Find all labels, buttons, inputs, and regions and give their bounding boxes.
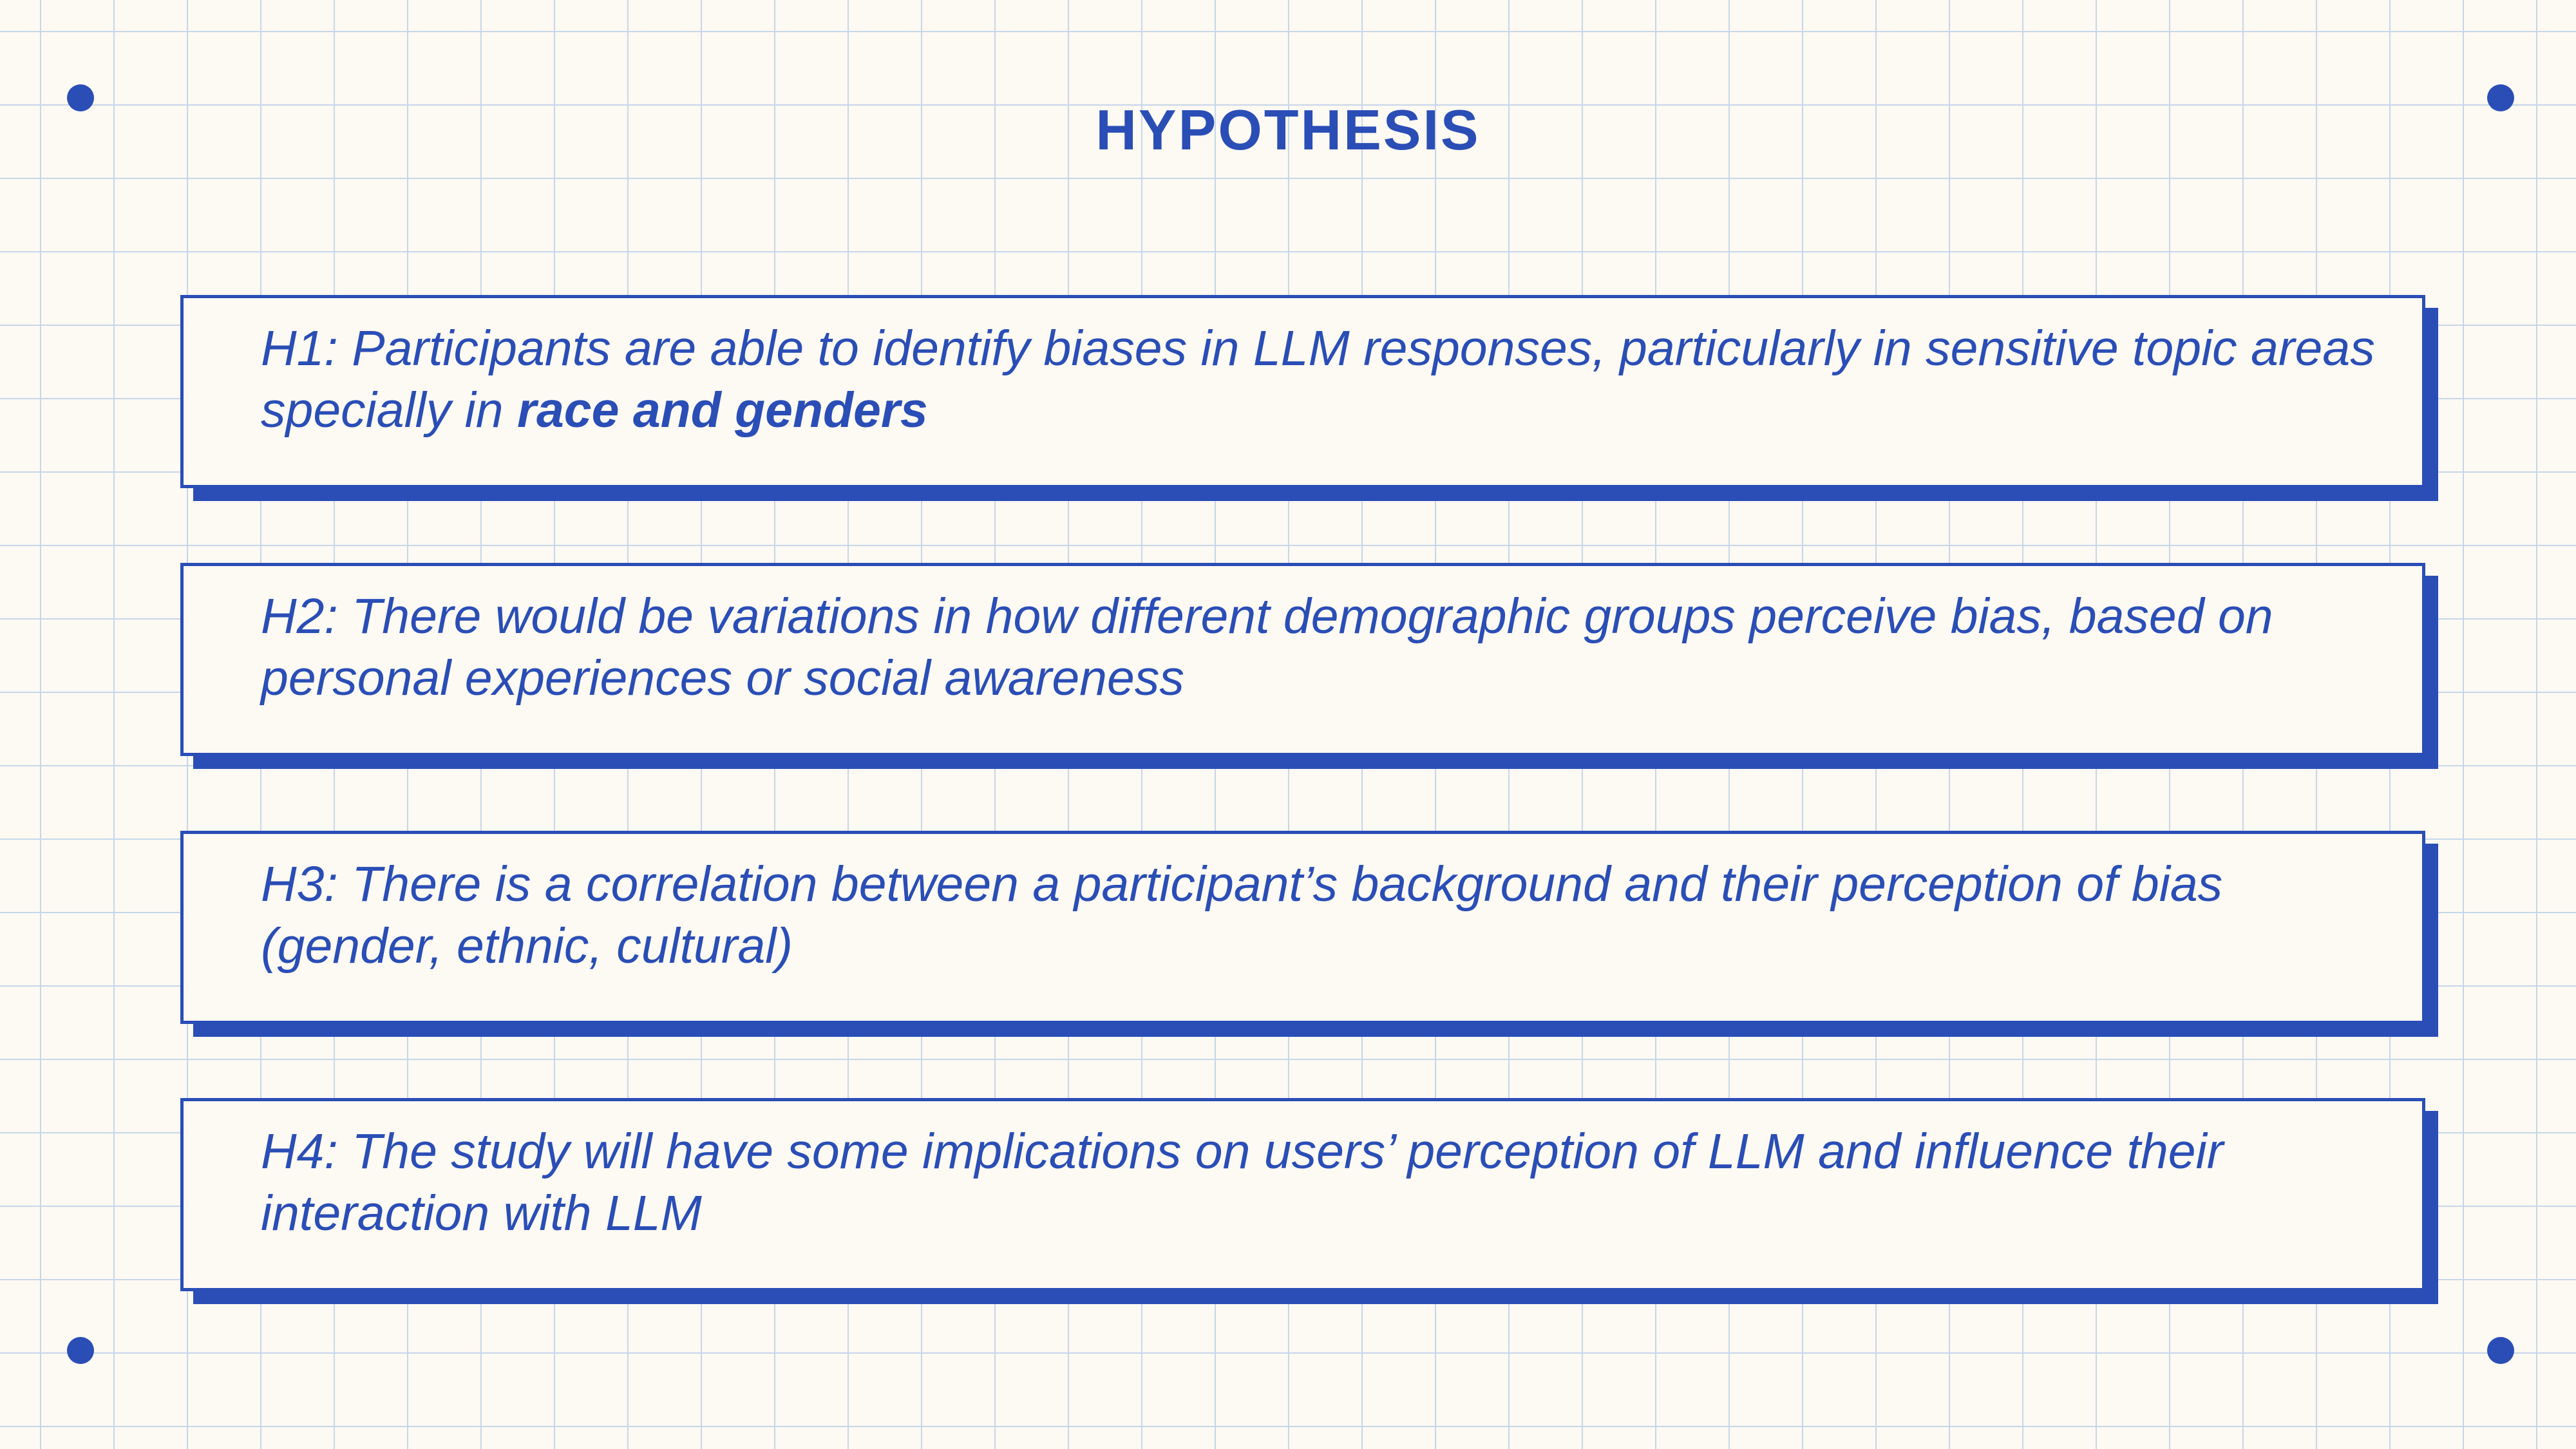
hypothesis-card-h1 bbox=[180, 295, 2425, 488]
hypothesis-text-h3: H3: There is a correlation between a participant’s background and their perception of bias (gender, ethnic, cultural) bbox=[261, 857, 2223, 974]
slide-title: HYPOTHESIS bbox=[1095, 98, 1481, 162]
hypothesis-card-h3 bbox=[180, 831, 2425, 1024]
hypothesis-card-h4 bbox=[180, 1098, 2425, 1291]
hypothesis-card-h2 bbox=[180, 563, 2425, 756]
corner-dot-bottom-right bbox=[2487, 1337, 2514, 1364]
hypothesis-text-h1 bbox=[261, 317, 2399, 441]
hypothesis-text-h2: H2: There would be variations in how different demographic groups perceive bias, based on personal experiences or social awareness bbox=[261, 589, 2273, 706]
corner-dot-bottom-left bbox=[67, 1337, 94, 1364]
hypothesis-text-h1-emphasis: race and genders bbox=[517, 383, 928, 438]
hypothesis-text-h1-regular: H1: Participants are able to identify biases in LLM responses, particularly in sensitive topic areas specially in bbox=[261, 321, 2375, 438]
hypothesis-text-h4: H4: The study will have some implications on users’ perception of LLM and influence their interaction with LLM bbox=[261, 1124, 2224, 1241]
